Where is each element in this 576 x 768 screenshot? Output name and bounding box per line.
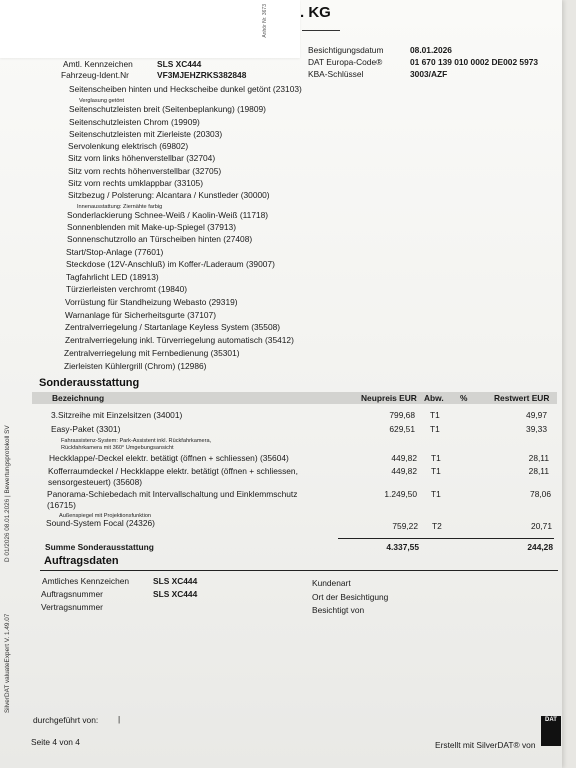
col-header-percent: % [460, 393, 468, 403]
sonder-row-rest: 28,11 [528, 466, 549, 476]
table-header-background [32, 392, 557, 404]
section-title-auftragsdaten: Auftragsdaten [44, 555, 119, 567]
sonder-row-abw: T1 [431, 453, 441, 463]
sonder-row-abw: T2 [432, 521, 442, 531]
auftrag-label: Amtliches Kennzeichen [42, 576, 130, 586]
sonder-row-price: 799,68 [389, 410, 415, 420]
col-header-abw: Abw. [424, 393, 444, 403]
equipment-item: Tagfahrlicht LED (18913) [66, 272, 159, 282]
equipment-item: Sitz vorn rechts höhenverstellbar (32705) [68, 166, 222, 176]
sonder-row-name: Panorama-Schiebedach mit Intervallschaltung und Einklemmschutz [47, 489, 298, 499]
header-label-fin: Fahrzeug-Ident.Nr [61, 70, 129, 80]
created-with-label: Erstellt mit SilverDAT® von [435, 740, 536, 750]
auftrag-rule [40, 570, 558, 571]
header-label-europacode: DAT Europa-Code® [308, 57, 383, 67]
auftrag-value: SLS XC444 [153, 576, 198, 586]
header-label-kba: KBA-Schlüssel [308, 69, 364, 79]
dat-logo: DAT [541, 716, 561, 746]
sonder-row-price: 759,22 [392, 521, 418, 531]
header-value-date: 08.01.2026 [410, 45, 452, 55]
equipment-item: Seitenscheiben hinten und Heckscheibe dunkel getönt (23103) [69, 84, 302, 94]
equipment-item: Sonnenschutzrollo an Türscheiben hinten (27408) [67, 234, 253, 244]
header-label-date: Besichtigungsdatum [308, 45, 384, 55]
company-name: . KG [300, 4, 331, 21]
sonder-row-rest: 20,71 [531, 521, 552, 531]
header-value-europacode: 01 670 139 010 0002 DE002 5973 [410, 57, 539, 67]
sum-rest: 244,28 [527, 542, 553, 552]
sonder-row-rest: 28,11 [528, 453, 549, 463]
sonder-row-name: 3.Sitzreihe mit Einzelsitzen (34001) [51, 410, 183, 420]
section-title-sonderausstattung: Sonderausstattung [39, 377, 140, 389]
text-cursor: | [118, 714, 121, 724]
sonder-row-rest: 49,97 [526, 410, 547, 420]
side-protocol-text: D 01/2026 08.01.2026 | Bewertungsprotokoll SV [4, 425, 11, 562]
equipment-item: Zierleisten Kühlergrill (Chrom) (12986) [64, 361, 207, 371]
sum-label: Summe Sonderausstattung [45, 542, 154, 552]
equipment-item: Servolenkung elektrisch (69802) [68, 141, 189, 151]
sonder-row-name: (16715) [47, 500, 76, 510]
header-label-kennzeichen: Amtl. Kennzeichen [63, 59, 133, 69]
equipment-item: Zentralverriegelung / Startanlage Keyless System (35508) [65, 322, 281, 332]
equipment-item: Steckdose (12V-Anschluß) im Koffer-/Laderaum (39007) [66, 259, 275, 269]
equipment-item: Warnanlage für Sicherheitsgurte (37107) [65, 310, 216, 320]
sonder-row-abw: T1 [431, 466, 441, 476]
sonder-row-rest: 78,06 [530, 489, 551, 499]
sonder-row-name: Heckklappe/-Deckel elektr. betätigt (öffnen + schliessen) (35604) [49, 453, 289, 463]
equipment-item: Sonderlackierung Schnee-Weiß / Kaolin-Weiß (11718) [67, 210, 269, 220]
header-value-fin: VF3MJEHZRKS382848 [157, 70, 247, 80]
equipment-item: Türzierleisten verchromt (19840) [66, 284, 188, 294]
auftrag-right-label: Ort der Besichtigung [312, 592, 389, 602]
sonder-row-price: 449,82 [391, 453, 417, 463]
equipment-item: Sitz vorn rechts umklappbar (33105) [68, 178, 203, 188]
equipment-note: Verglasung getönt [79, 98, 125, 104]
auftrag-right-label: Besichtigt von [312, 605, 365, 615]
auftrag-label: Auftragsnummer [41, 589, 103, 599]
col-header-restwert: Restwert EUR [494, 393, 550, 403]
equipment-item: Seitenschutzleisten breit (Seitenbeplankung) (19809) [69, 104, 266, 114]
performed-by-label: durchgeführt von: [33, 715, 99, 725]
header-value-kennzeichen: SLS XC444 [157, 59, 202, 69]
equipment-item: Start/Stop-Anlage (77601) [66, 247, 164, 257]
sonder-row-name: sensorgesteuert) (35608) [48, 477, 143, 487]
equipment-item: Sitz vorn links höhenverstellbar (32704) [68, 153, 216, 163]
sonder-row-abw: T1 [430, 410, 440, 420]
auftrag-value: SLS XC444 [153, 589, 198, 599]
sonder-row-price: 1.249,50 [384, 489, 417, 499]
equipment-item: Sitzbezug / Polsterung: Alcantara / Kunstleder (30000) [68, 190, 270, 200]
tiny-vertical-note: Anhör Nr. 3673 [262, 4, 268, 38]
sonder-row-price: 629,51 [389, 424, 415, 434]
equipment-item: Vorrüstung für Standheizung Webasto (29319) [65, 297, 238, 307]
equipment-item: Seitenschutzleisten Chrom (19909) [69, 117, 200, 127]
page-number: Seite 4 von 4 [31, 737, 80, 747]
sonder-row-note: Rückfahrkamera mit 360° Umgebungsansicht [61, 445, 174, 451]
sonder-row-name: Sound-System Focal (24326) [46, 518, 155, 528]
side-software-text: SilverDAT valuateExpert V. 1.49.07 [4, 613, 11, 713]
auftrag-right-label: Kundenart [312, 578, 351, 588]
equipment-item: Sonnenblenden mit Make-up-Spiegel (37913) [67, 222, 237, 232]
auftrag-label: Vertragsnummer [41, 602, 103, 612]
header-value-kba: 3003/AZF [410, 69, 448, 79]
equipment-item: Zentralverriegelung mit Fernbedienung (35301) [64, 348, 240, 358]
col-header-neupreis: Neupreis EUR [361, 393, 417, 403]
equipment-item: Zentralverriegelung inkl. Türverriegelung automatisch (35412) [65, 335, 294, 345]
col-header-bezeichnung: Bezeichnung [52, 393, 105, 403]
sonder-row-rest: 39,33 [526, 424, 547, 434]
sonder-row-abw: T1 [431, 489, 441, 499]
sonder-row-price: 449,82 [391, 466, 417, 476]
sonder-row-name: Kofferraumdeckel / Heckklappe elektr. betätigt (öffnen + schliessen, [48, 466, 298, 476]
equipment-note: Innenausstattung: Ziernähte farbig [77, 204, 163, 210]
sonder-row-abw: T1 [430, 424, 440, 434]
company-underline [302, 30, 340, 31]
sum-rule [338, 538, 554, 539]
sum-price: 4.337,55 [386, 542, 419, 552]
sonder-row-note: Fahrassistenz-System: Park-Assistent inkl. Rückfahrkamera, [61, 438, 212, 444]
torn-paper-overlay [0, 0, 300, 58]
sonder-row-name: Easy-Paket (3301) [51, 424, 121, 434]
equipment-item: Seitenschutzleisten mit Zierleiste (20303) [69, 129, 223, 139]
sonder-row-note: Außenspiegel mit Projektionsfunktion [59, 513, 152, 519]
